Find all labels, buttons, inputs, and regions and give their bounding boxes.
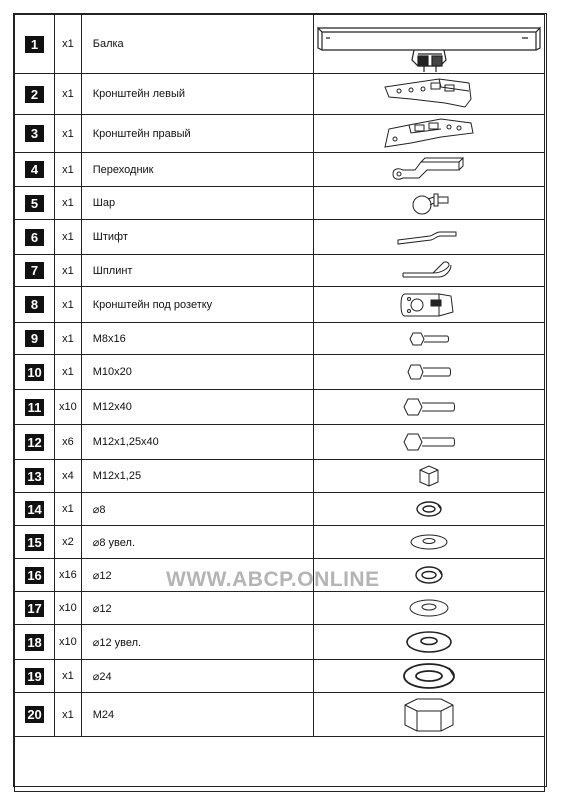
right-bracket-icon <box>381 117 477 151</box>
part-name: Кронштейн под розетку <box>81 287 313 323</box>
bolt-icon <box>407 329 451 349</box>
adapter-icon <box>389 156 469 184</box>
table-row <box>15 15 545 74</box>
nut-icon <box>401 695 457 735</box>
cotter-pin-icon <box>399 259 459 283</box>
part-quantity: x1 <box>55 355 82 390</box>
bolt-icon <box>401 430 457 454</box>
part-name: ⌀24 <box>81 660 313 693</box>
part-number: 7 <box>25 262 44 279</box>
tow-ball-icon <box>404 189 454 217</box>
part-number: 15 <box>25 534 44 551</box>
parts-table <box>14 14 545 792</box>
part-quantity: x2 <box>55 526 82 559</box>
part-quantity: x1 <box>55 493 82 526</box>
part-number: 4 <box>25 161 44 178</box>
watermark: WWW.ABCP.ONLINE <box>166 568 380 591</box>
pin-icon <box>394 226 464 248</box>
table-row <box>15 592 545 625</box>
part-number: 3 <box>25 125 44 142</box>
part-name: Кронштейн правый <box>81 115 313 153</box>
parts-list-sheet <box>13 13 547 787</box>
table-row <box>15 425 545 460</box>
part-name: ⌀12 <box>81 592 313 625</box>
part-number: 12 <box>25 434 44 451</box>
part-quantity: x1 <box>55 693 82 737</box>
table-row <box>15 255 545 287</box>
part-name: ⌀12 увел. <box>81 625 313 660</box>
part-number: 10 <box>25 364 44 381</box>
part-number: 18 <box>25 634 44 651</box>
part-number: 13 <box>25 468 44 485</box>
table-row <box>15 355 545 390</box>
table-row <box>15 660 545 693</box>
table-row <box>15 526 545 559</box>
part-name: Переходник <box>81 153 313 187</box>
part-quantity: x1 <box>55 153 82 187</box>
part-name: M10x20 <box>81 355 313 390</box>
part-number: 16 <box>25 567 44 584</box>
flat-washer-icon <box>408 598 450 618</box>
part-number: 1 <box>25 36 44 53</box>
part-quantity: x1 <box>55 187 82 220</box>
part-name: M24 <box>81 693 313 737</box>
part-quantity: x1 <box>55 220 82 255</box>
part-quantity: x10 <box>55 390 82 425</box>
part-name: Штифт <box>81 220 313 255</box>
part-number: 11 <box>25 399 44 416</box>
nut-icon <box>416 464 442 488</box>
table-row <box>15 493 545 526</box>
part-number: 9 <box>25 330 44 347</box>
part-name: Балка <box>81 15 313 74</box>
part-name: M8x16 <box>81 323 313 355</box>
part-quantity: x1 <box>55 74 82 115</box>
part-number: 19 <box>25 668 44 685</box>
part-name: M12x40 <box>81 390 313 425</box>
part-quantity: x1 <box>55 15 82 74</box>
socket-bracket-icon <box>399 290 459 320</box>
part-name: Кронштейн левый <box>81 74 313 115</box>
part-number: 5 <box>25 195 44 212</box>
table-row <box>15 187 545 220</box>
part-name: ⌀8 увел. <box>81 526 313 559</box>
spring-washer-icon <box>401 662 457 690</box>
table-row <box>15 153 545 187</box>
empty-row <box>15 737 545 792</box>
part-name: M12x1,25x40 <box>81 425 313 460</box>
table-row <box>15 460 545 493</box>
part-quantity: x1 <box>55 287 82 323</box>
table-row <box>15 625 545 660</box>
part-name: Шплинт <box>81 255 313 287</box>
spring-washer-icon <box>414 499 444 519</box>
part-quantity: x4 <box>55 460 82 493</box>
part-quantity: x10 <box>55 625 82 660</box>
table-row <box>15 287 545 323</box>
table-row <box>15 74 545 115</box>
part-number: 14 <box>25 501 44 518</box>
part-quantity: x1 <box>55 323 82 355</box>
bolt-icon <box>405 361 453 383</box>
part-quantity: x10 <box>55 592 82 625</box>
flat-washer-icon <box>409 533 449 551</box>
spring-washer-icon <box>413 564 445 586</box>
left-bracket-icon <box>381 77 477 111</box>
table-row <box>15 390 545 425</box>
part-quantity: x6 <box>55 425 82 460</box>
tow-bar-beam-icon <box>314 16 544 72</box>
table-row <box>15 115 545 153</box>
part-number: 6 <box>25 229 44 246</box>
part-number: 20 <box>25 706 44 723</box>
part-quantity: x1 <box>55 255 82 287</box>
bolt-icon <box>401 395 457 419</box>
table-row <box>15 220 545 255</box>
table-row <box>15 323 545 355</box>
part-quantity: x1 <box>55 115 82 153</box>
part-quantity: x1 <box>55 660 82 693</box>
table-row <box>15 693 545 737</box>
part-number: 2 <box>25 86 44 103</box>
part-name: M12x1,25 <box>81 460 313 493</box>
part-name: ⌀8 <box>81 493 313 526</box>
part-name: Шар <box>81 187 313 220</box>
flat-washer-icon <box>405 630 453 654</box>
part-name: ⌀12 <box>81 559 313 592</box>
part-quantity: x16 <box>55 559 82 592</box>
part-number: 8 <box>25 296 44 313</box>
part-number: 17 <box>25 600 44 617</box>
